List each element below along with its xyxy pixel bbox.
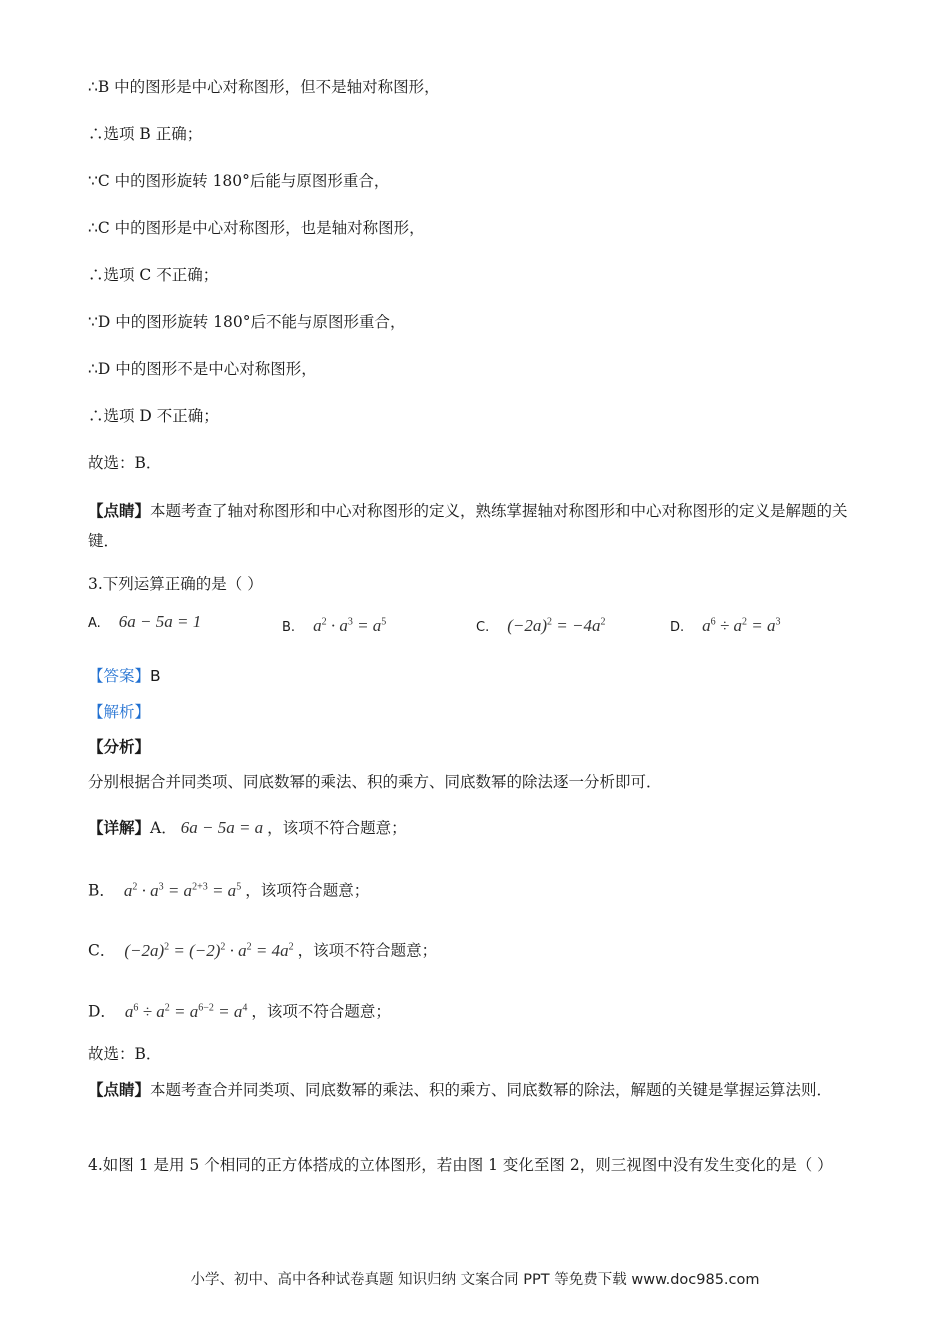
answer-value: B	[150, 667, 161, 685]
option-d	[670, 610, 780, 640]
detail-d: D． $a^6 \div a^2 = a^{6-2} = a^4$ ，该项不符合题意；	[88, 1001, 391, 1021]
answer-tag: 【答案】	[88, 667, 151, 685]
detail-a: 【详解】A． 6a − 5a = a ，该项不符合题意；	[88, 818, 407, 837]
detail-c: C． $(-2a)^2 = (-2)^2 \cdot a^2 = 4a^2$ ，该项不符合题意；	[88, 940, 438, 960]
detail-b-expression: $a^2 \cdot a^3 = a^{2+3} = a^5$	[123, 880, 242, 900]
option-expression: 6a − 5a = 1	[118, 612, 202, 631]
option-b	[282, 610, 386, 640]
text-line: ∴C 中的图形是中心对称图形，也是轴对称图形，	[88, 219, 425, 237]
option-c	[476, 610, 605, 640]
comment-tag: 【点睛】	[88, 501, 151, 520]
option-letter: B.	[282, 619, 296, 635]
detail-a-expression: 6a − 5a = a	[180, 818, 264, 837]
option-letter: C.	[476, 619, 490, 635]
page-footer: 小学、初中、高中各种试卷真题 知识归纳 文案合同 PPT 等免费下载 www.doc985.com	[190, 1272, 760, 1288]
option-letter: A.	[88, 616, 101, 631]
text-line: ∵D 中的图形旋转 180°后不能与原图形重合，	[88, 313, 406, 331]
comment-text: 本题考查了轴对称图形和中心对称图形的定义，熟练掌握轴对称图形和中心对称图形的定义是解题的关键．	[88, 502, 848, 550]
option-expression: $a^2 \cdot a^3 = a^5$	[313, 615, 387, 635]
text-line: ∴D 中的图形不是中心对称图形，	[88, 360, 317, 378]
text-line: 故选：B．	[88, 454, 162, 472]
option-a	[88, 610, 201, 636]
fenxi-tag-line	[88, 736, 150, 758]
text-line: ∴选项 C 不正确；	[88, 266, 219, 284]
comment-tag: 【点睛】	[88, 1080, 151, 1099]
fenxi-text: 分别根据合并同类项、同底数幂的乘法、积的乘方、同底数幂的除法逐一分析即可．	[88, 773, 662, 791]
text-line: ∴B 中的图形是中心对称图形，但不是轴对称图形，	[88, 78, 440, 96]
question-3-stem: 3.下列运算正确的是（ ）	[88, 575, 263, 593]
option-letter: D.	[670, 619, 685, 635]
detail-d-expression: $a^6 \div a^2 = a^{6-2} = a^4$	[124, 1001, 248, 1021]
detail-b: B． $a^2 \cdot a^3 = a^{2+3} = a^5$ ，该项符合题意；	[88, 880, 370, 900]
text-line: ∵C 中的图形旋转 180°后能与原图形重合，	[88, 172, 390, 190]
text-line: ∴选项 D 不正确；	[88, 407, 219, 425]
comment-text: 本题考查合并同类项、同底数幂的乘法、积的乘方、同底数幂的除法，解题的关键是掌握运算法则．	[150, 1081, 833, 1099]
option-expression: $a^6 \div a^2 = a^3$	[702, 615, 781, 635]
fenxi-tag: 【分析】	[88, 737, 151, 756]
analysis-tag: 【解析】	[88, 703, 151, 721]
comment-paragraph	[88, 1075, 868, 1105]
detail-c-expression: $(-2a)^2 = (-2)^2 \cdot a^2 = 4a^2$	[124, 940, 294, 960]
text-line: ∴选项 B 正确；	[88, 125, 203, 143]
answer-line	[88, 665, 161, 687]
option-expression: $(-2a)^2 = -4a^2$	[507, 615, 606, 635]
question-4-stem: 4.如图 1 是用 5 个相同的正方体搭成的立体图形，若由图 1 变化至图 2，则三视图中没有发生变化的是（ ）	[88, 1156, 833, 1174]
detail-tag: 【详解】	[88, 818, 151, 837]
analysis-tag-line	[88, 701, 150, 723]
comment-paragraph	[88, 496, 868, 556]
conclusion: 故选：B．	[88, 1045, 162, 1063]
